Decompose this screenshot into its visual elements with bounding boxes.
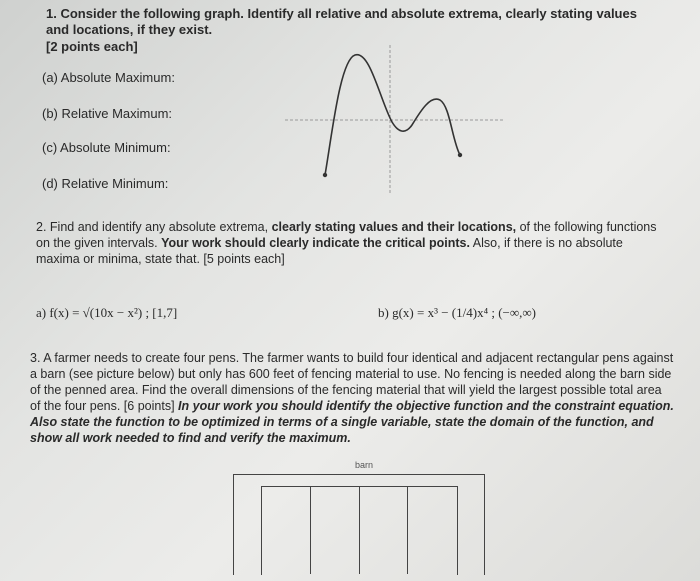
q2-text-c: of the following functions on the given intervals. bbox=[36, 220, 657, 250]
q2-prompt bbox=[36, 219, 666, 267]
barn-label: barn bbox=[355, 460, 374, 470]
q2-text-b: clearly stating values and their locations, bbox=[271, 220, 517, 234]
q1-graph bbox=[280, 40, 510, 200]
q1-prompt bbox=[46, 6, 646, 38]
q3-number: 3. bbox=[30, 351, 41, 365]
q2-part-b: b) g(x) = x³ − (1/4)x⁴ ; (−∞,∞) bbox=[378, 305, 536, 320]
q3-prompt bbox=[30, 350, 675, 446]
q3-instruction: In your work you should identify the objective function and the constraint equation. Also state the function to be optimized in terms of a single variable, state the domain of the function, and show all work needed to find and verify the maximum. bbox=[30, 399, 674, 445]
q2-text-e: Also, if there is no absolute maxima or minima, state that. [5 points each] bbox=[36, 236, 623, 266]
pen-divider-2 bbox=[359, 486, 360, 574]
pen-divider-1 bbox=[310, 486, 311, 574]
q1-item-b: (b) Relative Maximum: bbox=[42, 106, 173, 121]
q2-part-a: a) f(x) = √(10x − x²) ; [1,7] bbox=[36, 305, 178, 320]
pen-divider-3 bbox=[407, 486, 408, 574]
graph-left-endpoint bbox=[323, 173, 327, 177]
q2-text-d: Your work should clearly indicate the critical points. bbox=[161, 236, 470, 250]
q1-item-a: (a) Absolute Maximum: bbox=[42, 70, 175, 85]
q1-text: Consider the following graph. Identify all relative and absolute extrema, clearly stating values and locations, if they exist. bbox=[46, 6, 637, 37]
q2-number: 2. bbox=[36, 220, 47, 234]
q1-item-d: (d) Relative Minimum: bbox=[42, 176, 169, 191]
q1-number: 1. bbox=[46, 6, 57, 21]
q2-text-a: Find and identify any absolute extrema, bbox=[49, 220, 269, 234]
q1-points: [2 points each] bbox=[46, 39, 138, 54]
q1-item-c: (c) Absolute Minimum: bbox=[42, 140, 171, 155]
graph-curve bbox=[325, 55, 460, 175]
q3-text: A farmer needs to create four pens. The farmer wants to build four identical and adjacent rectangular pens against a barn (see picture below) but only has 600 feet of fencing material to use. No fencing is needed along the barn side of the penned area. Find the overall dimensions of the fencing material that will yield the largest possible total area of the four pens. [6 points] bbox=[30, 351, 674, 413]
graph-right-endpoint bbox=[458, 153, 462, 157]
